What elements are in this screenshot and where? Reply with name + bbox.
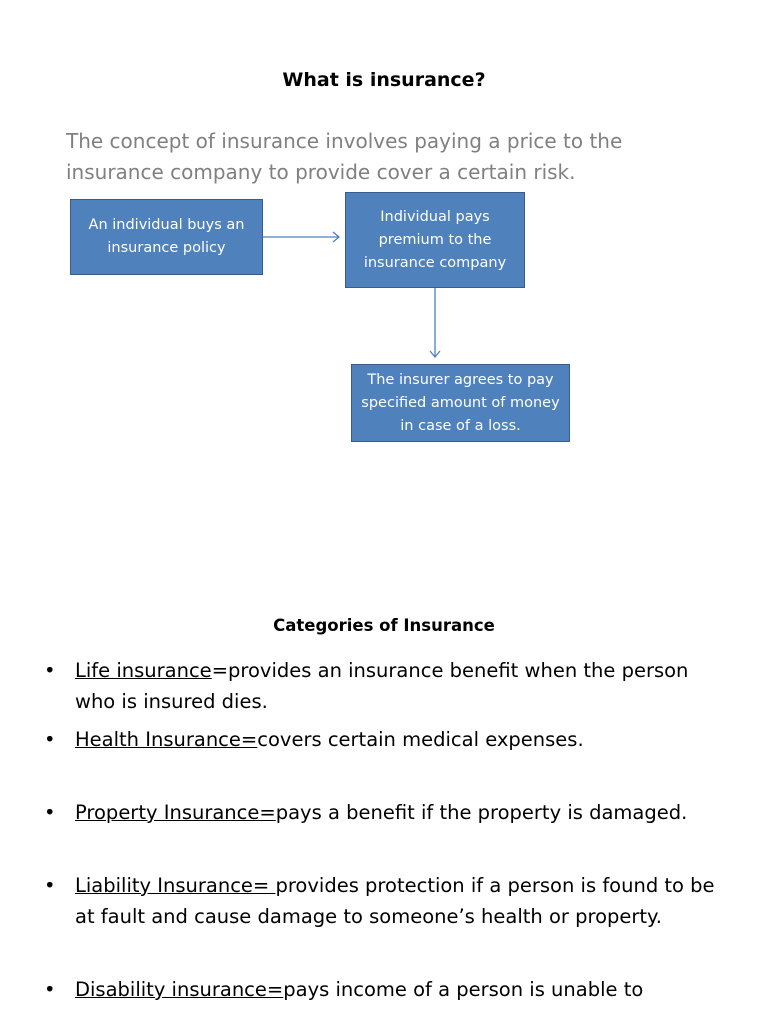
desc-property-insurance: pays a benefit if the property is damaged. [275,801,688,824]
term-property-insurance: Property Insurance= [75,801,276,824]
list-item-health-insurance [0,724,768,755]
flow-box-insurer-pays [351,364,570,442]
categories-list [0,655,768,1005]
list-item-disability-insurance [0,974,768,1005]
page-title: What is insurance? [282,69,486,91]
list-item-property-insurance [0,797,768,828]
term-life-insurance: Life insurance [75,659,212,682]
bullet-dot-icon: • [44,801,56,824]
arrow-box1-to-box2 [263,232,339,242]
list-item-liability-insurance [0,870,768,932]
flow-box-buys-policy-text: An individual buys an insurance policy [88,217,245,256]
term-liability-insurance: Liability Insurance= [75,874,276,897]
desc-life-insurance: =provides an insurance benefit when the person who is insured dies. [75,659,689,713]
term-health-insurance: Health Insurance= [75,728,258,751]
bullet-dot-icon: • [44,874,56,897]
desc-liability-insurance: provides protection if a person is found to be at fault and cause damage to someone’s health or property. [75,874,715,928]
arrow-box2-to-box3 [430,288,440,357]
flow-box-pays-premium [345,192,525,288]
desc-health-insurance: covers certain medical expenses. [257,728,584,751]
categories-heading: Categories of Insurance [273,616,495,635]
bullet-dot-icon: • [44,978,56,1001]
bullet-dot-icon: • [44,659,56,682]
term-disability-insurance: Disability insurance= [75,978,284,1001]
list-item-life-insurance [0,655,768,717]
flow-box-pays-premium-text: Individual pays premium to the insurance company [363,208,507,271]
flow-box-buys-policy [70,199,263,275]
bullet-dot-icon: • [44,728,56,751]
flow-box-insurer-pays-text: The insurer agrees to pay specified amount of money in case of a loss. [361,371,560,434]
desc-disability-insurance: pays income of a person is unable to [283,978,644,1001]
intro-paragraph: The concept of insurance involves paying a price to the insurance company to provide cover a certain risk. [66,129,623,184]
